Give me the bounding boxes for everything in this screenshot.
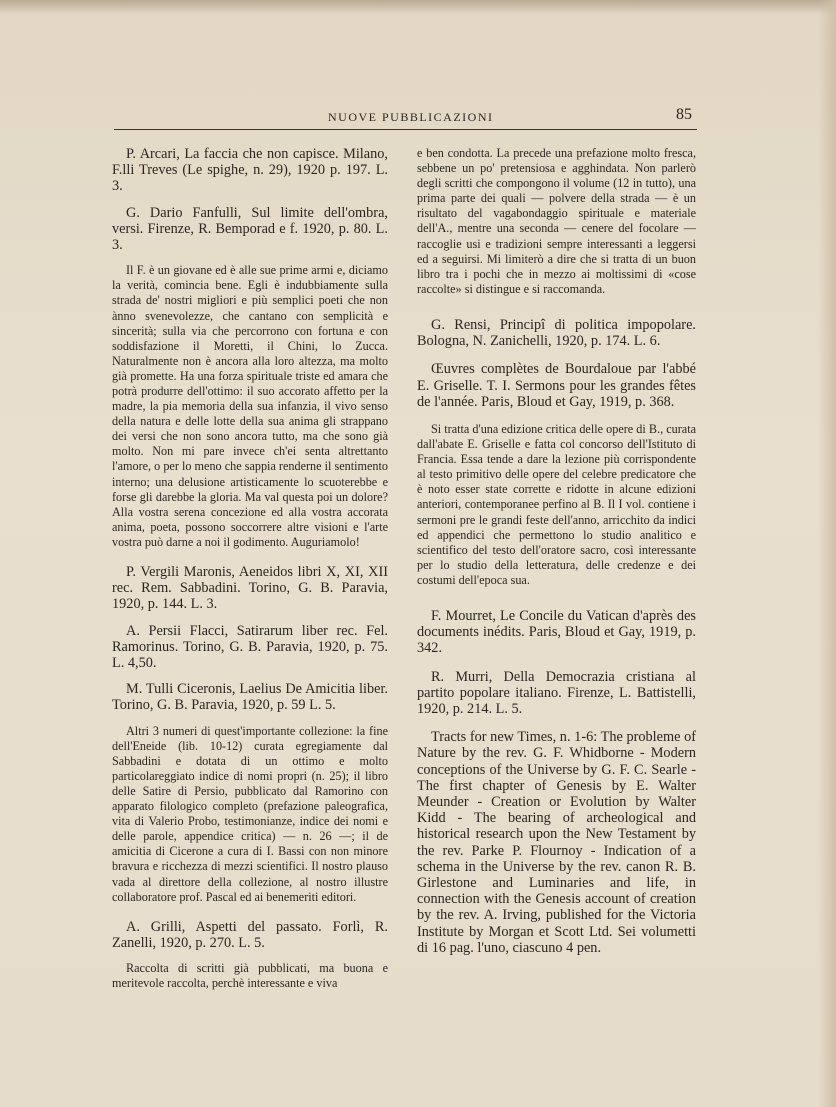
- page-number: 85: [676, 106, 692, 123]
- review-paragraph: Altri 3 numeri di quest'importante collezione: la fine dell'Eneide (lib. 10-12) curata egregiamente dal Sabbadini e dotata di un ottimo e molto particolareggiato indice di nomi propri (n. 25); il libro delle Satire di Persio, pubblicato dal Ramorino con apparato filologico completo (prefazione paleografica, vita di Valerio Probo, testimonianze, indice dei nomi e delle parole, appendice critica) — n. 26 —; il de amicitia di Cicerone a cura di I. Bassi con non minore bravura e ricchezza di mezzi scientifici. Il nostro plauso vada al direttore della collezione, al nostro illustre collaboratore prof. Pascal ed ai benemeriti editori.: [112, 723, 388, 904]
- bibliographic-entry: P. Arcari, La faccia che non capisce. Milano, F.lli Treves (Le spighe, n. 29), 1920 p. 197. L. 3.: [112, 146, 388, 195]
- running-header-title: NUOVE PUBBLICAZIONI: [328, 110, 494, 124]
- header-rule: [114, 129, 697, 130]
- review-paragraph-continued: e ben condotta. La precede una prefazione molto fresca, sebbene un po' pretensiosa e agghindata. Non parlerò degli scritti che compongono il volume (12 in tutto), una prima parte dei quali — polvere della strada — è un risultato del vagabondaggio spirituale e materiale dell'A., mentre una seconda — cenere del focolare — raccoglie usi e tradizioni sempre interessanti a leggersi ed a seguirsi. Mi limiterò a dire che si tratta di un buon libro tra i pochi che in mezzo ai moltissimi di «cose raccolte» si distingue e si raccomanda.: [417, 146, 696, 296]
- bibliographic-entry: M. Tulli Ciceronis, Laelius De Amicitia liber. Torino, G. B. Paravia, 1920, p. 59 L. 5.: [112, 681, 388, 714]
- bibliographic-entry: F. Mourret, Le Concile du Vatican d'après des documents inédits. Paris, Bloud et Gay, 1919, p. 342.: [417, 607, 696, 657]
- bibliographic-entry: R. Murri, Della Democrazia cristiana al partito popolare italiano. Firenze, L. Battistelli, 1920, p. 214. L. 5.: [417, 668, 696, 717]
- left-column: [112, 146, 388, 1005]
- bibliographic-entry: Œuvres complètes de Bourdaloue par l'abbé E. Griselle. T. I. Sermons pour les grandes fêtes de l'année. Paris, Bloud et Gay, 1919, p. 368.: [417, 361, 696, 410]
- review-paragraph: Raccolta di scritti già pubblicati, ma buona e meritevole raccolta, perchè interessante e viva: [112, 961, 388, 991]
- page-top-edge: [0, 0, 836, 14]
- bibliographic-entry: G. Rensi, Principî di politica impopolare. Bologna, N. Zanichelli, 1920, p. 174. L. 6.: [417, 316, 696, 350]
- review-paragraph: Il F. è un giovane ed è alle sue prime armi e, diciamo la verità, comincia bene. Egli è indubbiamente sulla strada de' nostri migliori e più semplici poeti che non ànno svenevolezze, che cantano con semplicità e sincerità; sulla via che percorrono con fortuna e con soddisfazione il Moretti, il Chini, lo Zucca. Naturalmente non è ancora alla loro altezza, ma molto già promette. Ha una forza spirituale triste ed amara che potrà produrre dell'ottimo: il suo accorato affetto per la madre, la pia memoria della sua infanzia, il vivo senso della natura e delle lotte della sua anima gli strappano dei versi che non sono ancora tutto, ma che sono già molto. Non mi pare invece ch'ei senta altrettanto l'amore, o per lo meno che sappia renderne il sentimento interno; una delusione artisticamente lo scuoterebbe e forse gli darebbe la gloria. Ma val questa poi un dolore? Alla vostra serena concezione ed alla vostra accorata anima, poeta, possono soccorrere altre visioni e l'arte vostra può darne a noi il godimento. Auguriamolo!: [112, 263, 388, 549]
- page-right-edge: [818, 0, 836, 1107]
- bibliographic-entry: P. Vergili Maronis, Aeneidos libri X, XI, XII rec. Rem. Sabbadini. Torino, G. B. Paravia, 1920, p. 144. L. 3.: [112, 564, 388, 613]
- bibliographic-entry: G. Dario Fanfulli, Sul limite dell'ombra, versi. Firenze, R. Bemporad e f. 1920, p. 80. L. 3.: [112, 204, 388, 254]
- bibliographic-entry: A. Grilli, Aspetti del passato. Forlì, R. Zanelli, 1920, p. 270. L. 5.: [112, 918, 388, 951]
- right-column: [417, 146, 696, 968]
- review-paragraph: Si tratta d'una edizione critica delle opere di B., curata dall'abate E. Griselle e fatta col concorso dell'Istituto di Francia. Essa tende a dare la lezione più corrispondente al testo primitivo delle opere del celebre predicatore che è noto esser state corrette e ridotte in alcune edizioni anteriori, contemporanee perfino al B. Il I vol. contiene i sermoni pre le grandi feste dell'anno, arricchito da indici ed appendici che permettono lo studio analitico e scientifico del testo dell'oratore sacro, così interessante per lo studio della letteratura, delle credenze e dei costumi dell'epoca sua.: [417, 421, 696, 587]
- bibliographic-entry: Tracts for new Times, n. 1-6: The probleme of Nature by the rev. G. F. Whidborne - Modern conceptions of the Universe by G. F. C. Searle - The first chapter of Genesis by E. Walter Meunder - Creation or Evolution by Walter Kidd - The bearing of archeological and historical research upon the New Testament by the rev. Parke P. Flournoy - Indication of a schema in the Universe by the rev. canon R. B. Girlestone and Luminaries and life, in connection with the Genesis account of creation by the rev. A. Irving, published for the Victoria Institute by Morgan et Scott Ltd. Sei volumetti di 16 pag. l'uno, ciascuno 4 pen.: [417, 729, 696, 956]
- bibliographic-entry: A. Persii Flacci, Satirarum liber rec. Fel. Ramorinus. Torino, G. B. Paravia, 1920, p. 75. L. 4,50.: [112, 622, 388, 672]
